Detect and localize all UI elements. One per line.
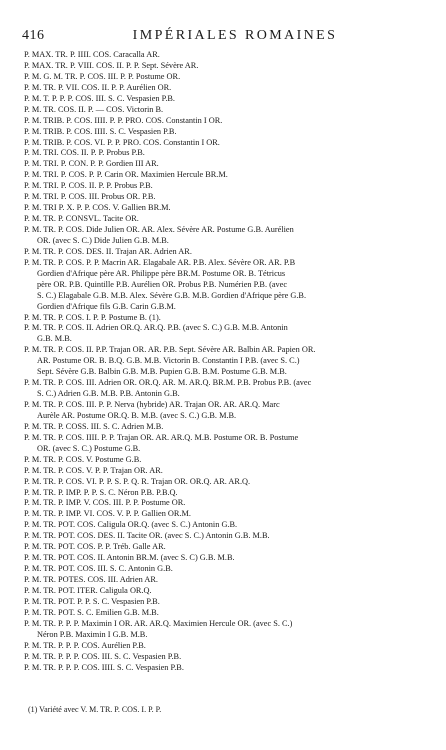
legend-line: P. M. TRI P. X. P. P. COS. V. Gallien BR.M. [24, 203, 171, 213]
legend-line: P. M. TR. P. P. P. Maximin I OR. AR. AR.Q. Maximien Hercule OR. (avec S. C.) [24, 618, 293, 628]
legend-line: P. M. TR. P. IMP. VI. COS. V. P. P. Gallien OR.M. [24, 509, 191, 519]
legend-line: P. M. TR. P. COS. IIII. P. P. Trajan OR. AR. AR.Q. M.B. Postume OR. B. Postume [24, 432, 299, 442]
legend-line: OR. (avec S. C.) Postume G.B. [37, 443, 141, 453]
legend-line: P. M. G. M. TR. P. COS. III. P. P. Postume OR. [24, 71, 181, 81]
legend-line: P. M. TRI. P. COS. II. P. P. Probus P.B. [24, 181, 153, 191]
legend-line: OR. (avec S. C.) Dide Julien G.B. M.B. [37, 235, 169, 245]
legend-line: P. M. TR. P. COSS. III. S. C. Adrien M.B. [24, 421, 164, 431]
legend-line: P. M. TRI. P. CON. P. P. Gordien III AR. [24, 159, 159, 169]
legend-line: P. MAX. TR. P. VIII. COS. II. P. P. Sept. Sévère AR. [24, 60, 199, 70]
legend-line: AR. Postume OR. B. B.Q. G.B. M.B. Victorin B. Constantin I P.B. (avec S. C.) [37, 356, 300, 366]
legend-line: P. M. TR. POT. P. P. S. C. Vespasien P.B. [24, 596, 160, 606]
legend-line: P. M. TR. POT. COS. II. Antonin BR.M. (avec S. C) G.B. M.B. [24, 553, 235, 563]
legend-line: P. M. TR. P. COS. I. P. P. Postume B. (1). [24, 312, 161, 322]
legend-line: Gordien d'Afrique fils G.B. Carin G.B.M. [37, 301, 176, 311]
page-number: 416 [22, 28, 45, 43]
legend-line: P. M. TR. P. COS. V. P. P. Trajan OR. AR. [24, 465, 163, 475]
legend-line: P. M. TR. P. COS. DES. II. Trajan AR. Adrien AR. [24, 246, 192, 256]
running-title: IMPÉRIALES ROMAINES [132, 28, 338, 43]
legend-line: P. M. TRIB. P. COS. VI. P. P. PRO. COS. Constantin I OR. [24, 137, 220, 147]
legend-line: P. M. TRIB. P. COS. IIII. S. C. Vespasien P.B. [24, 126, 177, 136]
legend-line: Gordien d'Afrique père AR. Philippe père BR.M. Postume OR. B. Tétricus [37, 268, 286, 278]
legend-line: P. M. TR. P. IMP. V. COS. III. P. P. Postume OR. [24, 498, 186, 508]
legend-line: P. M. TR. P. COS. II. Adrien OR.Q. AR.Q. P.B. (avec S. C.) G.B. M.B. Antonin [24, 323, 288, 333]
legend-line: P. M. T. P. P. P. COS. III. S. C. Vespasien P.B. [24, 93, 175, 103]
legend-line: P. M. TR. P. P. P. COS. III. S. C. Vespasien P.B. [24, 651, 182, 661]
legend-line: P. M. TR. P. COS. III. P. P. Nerva (hybride) AR. Trajan OR. AR. AR.Q. Marc [24, 400, 280, 409]
legend-line: P. M. TR. P. VII. COS. II. P. P. Aurélien OR. [24, 82, 172, 92]
legend-line: S. C.) Adrien G.B. M.B. P.B. Antonin G.B. [37, 389, 180, 399]
legend-list [24, 50, 436, 673]
legend-line: P. M. TR. P. CONSVL. Tacite OR. [24, 214, 139, 224]
legend-line: P. M. TR. COS. II. P. — COS. Victorin B. [24, 104, 164, 114]
legend-line: S. C.) Elagabale G.B. M.B. Alex. Sévère G.B. M.B. Gordien d'Afrique père G.B. [37, 290, 307, 300]
legend-line: P. M. TR. POT. ITER. Caligula OR.Q. [24, 585, 152, 595]
page-header [22, 28, 434, 44]
legend-line: père OR. P.B. Quintille P.B. Aurélien OR. Probus P.B. Numérien P.B. (avec [37, 279, 288, 289]
legend-line: P. M. TR. POT. COS. DES. II. Tacite OR. (avec S. C.) Antonin G.B. M.B. [24, 531, 270, 541]
legend-line: G.B. M.B. [37, 334, 72, 344]
legend-line: P. M. TR. POT. COS. Caligula OR.Q. (avec S. C.) Antonin G.B. [24, 520, 238, 530]
legend-line: P. M. TR. P. COS. III. Adrien OR. OR.Q. AR. M. AR.Q. BR.M. P.B. Probus P.B. (avec [24, 378, 312, 388]
legend-line: P. M. TR. P. COS. VI. P. P. S. P. Q. R. Trajan OR. OR.Q. AR. AR.Q. [24, 476, 251, 486]
legend-line: P. M. TRI. COS. II. P. P. Probus P.B. [24, 148, 145, 158]
legend-line: P. M. TR. P. COS. II. P.P. Trajan OR. AR. P.B. Sept. Sévère AR. Balbin AR. Papien OR. [24, 345, 316, 355]
legend-line: P. M. TR. P. P. P. COS. IIII. S. C. Vespasien P.B. [24, 662, 184, 672]
legend-line: P. M. TRI. P. COS. P. P. Carin OR. Maximien Hercule BR.M. [24, 170, 228, 180]
footnote: (1) Variété avec V. M. TR. P. COS. I. P. P. [28, 705, 162, 714]
legend-line: P. M. TR. P. COS. Dide Julien OR. AR. Alex. Sévère AR. Postume G.B. Aurélien [24, 225, 294, 234]
legend-line: Aurèle AR. Postume OR.Q. B. M.B. (avec S. C.) G.B. M.B. [37, 410, 237, 420]
legend-line: P. M. TR. POT. S. C. Emilien G.B. M.B. [24, 607, 159, 617]
legend-line: P. M. TR. P. P. P. COS. Aurélien P.B. [24, 640, 146, 650]
legend-line: P. M. TR. POT. COS. P. P. Tréb. Galle AR. [24, 542, 166, 552]
legend-line: P. M. TR. P. COS. V. Postume G.B. [24, 454, 142, 464]
legend-line: P. M. TR. P. COS. P. P. Macrin AR. Elagabale AR. P.B. Alex. Sévère OR. AR. P.B [24, 257, 296, 267]
legend-line: Néron P.B. Maximin I G.B. M.B. [37, 629, 148, 639]
legend-line: P. MAX. TR. P. IIII. COS. Caracalla AR. [24, 50, 160, 59]
legend-line: P. M. TRIB. P. COS. IIII. P. P. PRO. COS. Constantin I OR. [24, 115, 223, 125]
legend-line: P. M. TR. P. IMP. P. P. S. C. Néron P.B. P.B.Q. [24, 487, 178, 497]
legend-line: Sept. Sévère G.B. Balbin G.B. M.B. Pupien G.B. B.M. Postume G.B. M.B. [37, 367, 287, 377]
legend-line: P. M. TRI. P. COS. III. Probus OR. P.B. [24, 192, 156, 202]
legend-line: P. M. TR. POT. COS. III. S. C. Antonin G.B. [24, 564, 173, 574]
legend-line: P. M. TR. POTES. COS. III. Adrien AR. [24, 575, 158, 584]
